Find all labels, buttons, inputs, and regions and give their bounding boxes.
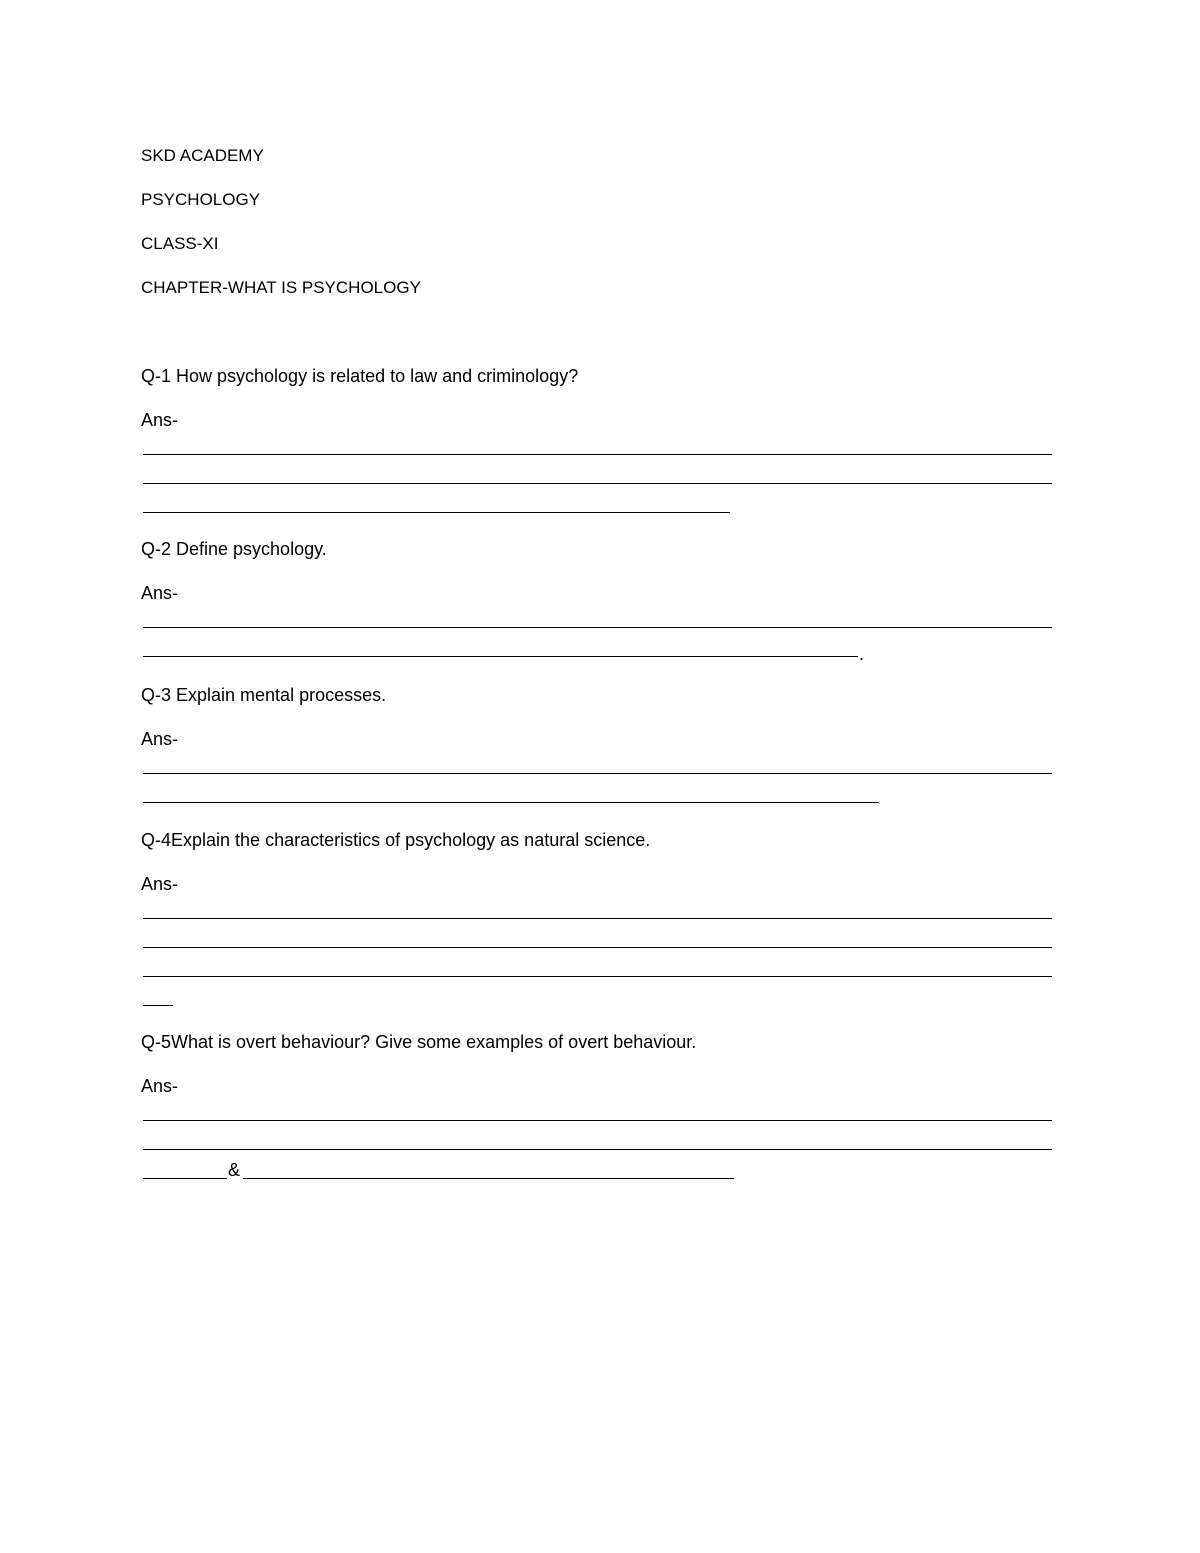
chapter-title: CHAPTER-WHAT IS PSYCHOLOGY xyxy=(141,278,421,297)
answer-line xyxy=(143,802,879,803)
answer-line xyxy=(143,627,1052,628)
answer-line xyxy=(143,918,1052,919)
answer-label-3: Ans- xyxy=(141,729,179,749)
answer-label-4: Ans- xyxy=(141,874,179,894)
answer-label-2: Ans- xyxy=(141,583,179,603)
answer-line xyxy=(143,976,1052,977)
answer-line xyxy=(143,454,1052,455)
answer-label-5: Ans- xyxy=(141,1076,179,1096)
school-name: SKD ACADEMY xyxy=(141,146,264,165)
question-1: Q-1 How psychology is related to law and criminology? xyxy=(141,366,579,386)
answer-line xyxy=(143,1178,227,1179)
question-5: Q-5What is overt behaviour? Give some examples of overt behaviour. xyxy=(141,1032,697,1052)
answer-line xyxy=(143,483,1052,484)
question-4: Q-4Explain the characteristics of psychology as natural science. xyxy=(141,830,651,850)
answer-label-1: Ans- xyxy=(141,410,179,430)
answer-line xyxy=(143,773,1052,774)
ampersand-mark: & xyxy=(228,1160,241,1180)
answer-line xyxy=(143,1120,1052,1121)
answer-line xyxy=(143,1005,173,1006)
answer-line xyxy=(143,512,730,513)
question-3: Q-3 Explain mental processes. xyxy=(141,685,387,705)
answer-line xyxy=(143,656,858,657)
answer-line xyxy=(143,1149,1052,1150)
subject-title: PSYCHOLOGY xyxy=(141,190,261,209)
answer-line xyxy=(243,1178,734,1179)
question-2: Q-2 Define psychology. xyxy=(141,539,327,559)
answer-line xyxy=(143,947,1052,948)
class-label: CLASS-XI xyxy=(141,234,219,253)
answer-line-end-mark: . xyxy=(859,644,865,664)
